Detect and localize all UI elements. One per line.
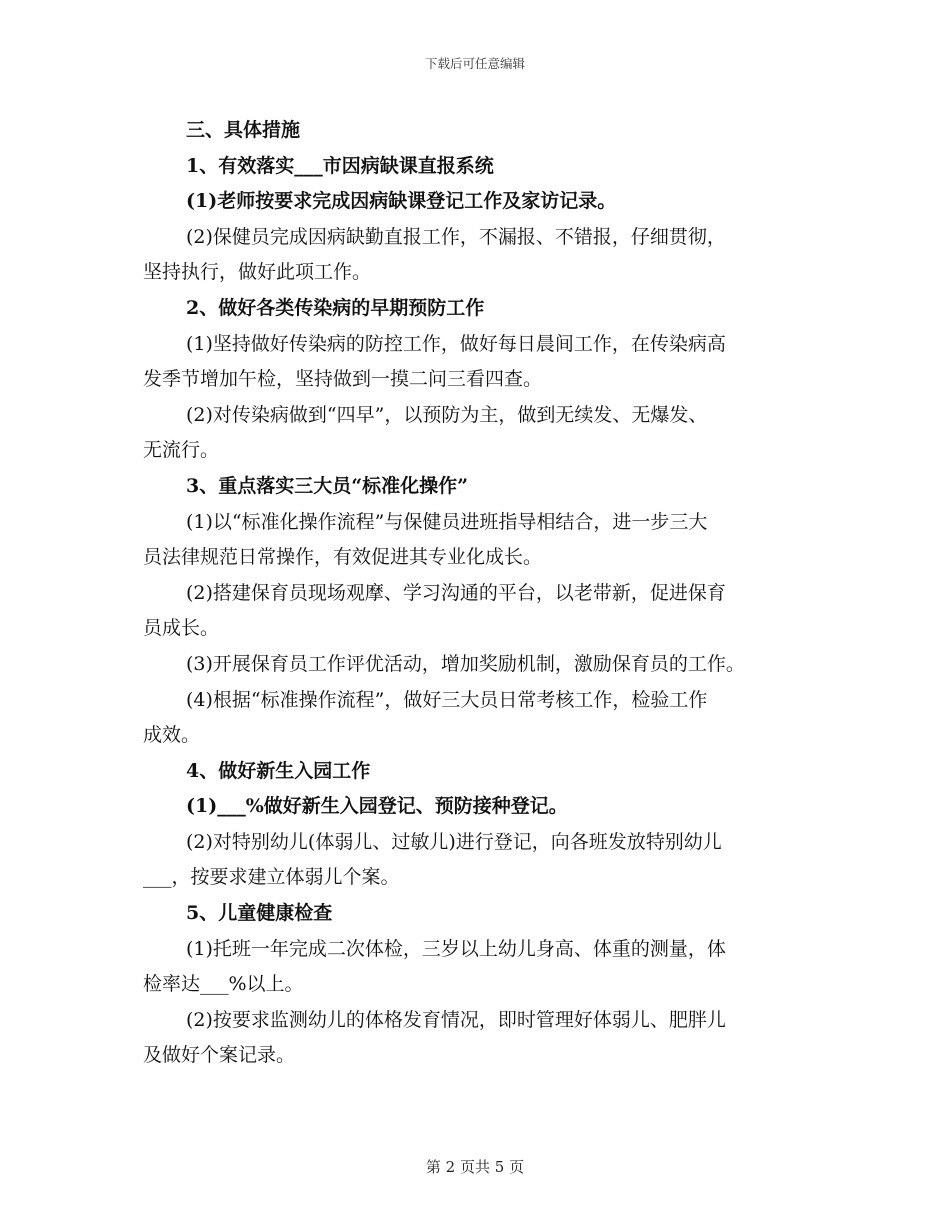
paragraph-line: 无流行。	[143, 439, 220, 462]
document-body	[143, 113, 811, 1074]
paragraph-line: ___，按要求建立体弱儿个案。	[143, 866, 400, 889]
paragraph-line: (4)根据“标准操作流程”，做好三大员日常考核工作，检验工作	[186, 688, 708, 711]
paragraph-line: 员成长。	[143, 617, 220, 640]
paragraph-line: (1)托班一年完成二次体检，三岁以上幼儿身高、体重的测量，体	[186, 937, 726, 960]
paragraph-line: (2)对传染病做到“四早”，以预防为主，做到无续发、无爆发、	[186, 403, 708, 426]
paragraph-line: 及做好个案记录。	[143, 1044, 296, 1067]
paragraph-line: 检率达___%以上。	[143, 973, 304, 996]
paragraph-line: (2)对特别幼儿(体弱儿、过敏儿)进行登记，向各班发放特别幼儿	[186, 830, 722, 853]
subsection-heading: 2、做好各类传染病的早期预防工作	[186, 296, 485, 319]
paragraph-line: 发季节增加午检，坚持做到一摸二问三看四查。	[143, 368, 543, 391]
paragraph-line: 成效。	[143, 724, 201, 747]
paragraph-line: (2)搭建保育员现场观摩、学习沟通的平台，以老带新，促进保育	[186, 581, 726, 604]
page-footer: 第 2 页共 5 页	[425, 1158, 525, 1176]
subsection-heading: 5、儿童健康检查	[186, 902, 333, 925]
paragraph-line: (1)以“标准化操作流程”与保健员进班指导相结合，进一步三大	[186, 510, 708, 533]
paragraph-line: (2)按要求监测幼儿的体格发育情况，即时管理好体弱儿、肥胖儿	[186, 1008, 726, 1031]
paragraph-line: (1)___%做好新生入园登记、预防接种登记。	[186, 795, 568, 818]
subsection-heading: 1、有效落实___市因病缺课直报系统	[186, 154, 494, 177]
subsection-heading: 4、做好新生入园工作	[186, 759, 371, 782]
paragraph-line: (3)开展保育员工作评优活动，增加奖励机制，激励保育员的工作。	[186, 652, 745, 675]
paragraph-line: (1)坚持做好传染病的防控工作，做好每日晨间工作，在传染病高	[186, 332, 726, 355]
paragraph-line: (2)保健员完成因病缺勤直报工作，不漏报、不错报，仔细贯彻，	[186, 225, 726, 248]
paragraph-line: (1)老师按要求完成因病缺课登记工作及家访记录。	[186, 190, 617, 213]
paragraph-line: 员法律规范日常操作，有效促进其专业化成长。	[143, 546, 543, 569]
section-heading: 三、具体措施	[186, 119, 301, 141]
page-header: 下载后可任意编辑	[424, 56, 525, 71]
paragraph-line: 坚持执行，做好此项工作。	[143, 261, 372, 284]
subsection-heading: 3、重点落实三大员“标准化操作”	[186, 474, 469, 497]
